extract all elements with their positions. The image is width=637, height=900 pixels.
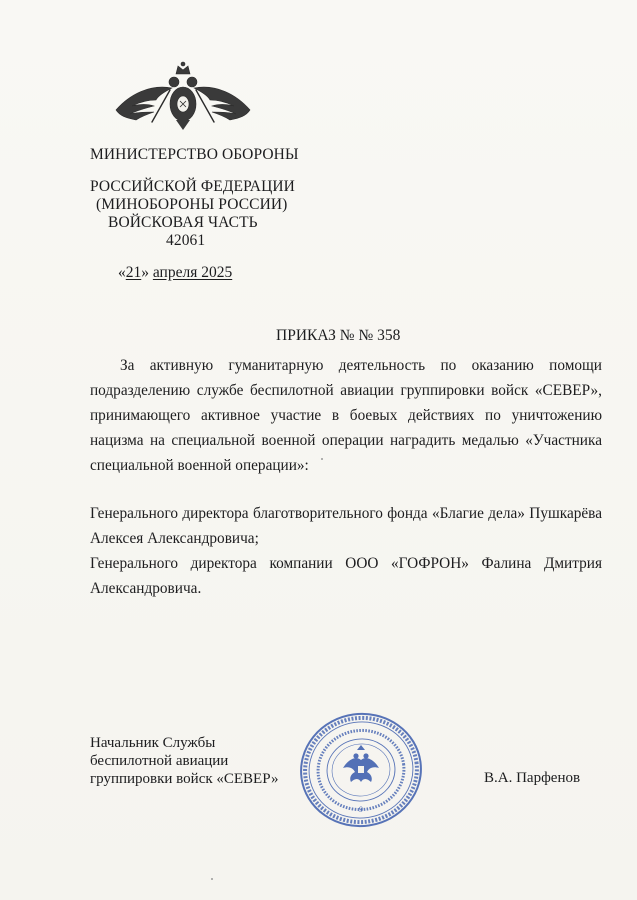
date-open-quote: « bbox=[118, 264, 126, 281]
scan-speck bbox=[211, 878, 213, 880]
header-unit-number: 42061 bbox=[166, 232, 206, 249]
svg-text:9: 9 bbox=[359, 805, 363, 814]
body-paragraph-3: Генерального директора компании ООО «ГОФРОН» Фалина Дмитрия Александровича. bbox=[90, 555, 602, 597]
signatory-name: В.А. Парфенов bbox=[484, 770, 581, 786]
double-headed-eagle-icon bbox=[112, 60, 254, 132]
signatory-position-line-1: Начальник Службы bbox=[90, 735, 216, 751]
scan-speck bbox=[321, 458, 323, 460]
body-paragraph-2: Генерального директора благотворительного фонда «Благие дела» Пушкарёва Алексея Александровича; bbox=[90, 505, 602, 547]
header-short-name: (МИНОБОРОНЫ РОССИИ) bbox=[96, 196, 288, 213]
document-date bbox=[118, 264, 232, 282]
date-day: 21 bbox=[125, 264, 142, 281]
official-round-stamp-icon bbox=[292, 706, 430, 834]
date-month-year: апреля 2025 bbox=[152, 264, 233, 281]
signatory-position bbox=[90, 734, 278, 788]
body-paragraph-1: За активную гуманитарную деятельность по оказанию помощи подразделению службе беспилотной авиации группировки войск «СЕВЕР», принимающего активное участие в боевых действиях по уничтожению нацизма на специальной военной операции наградить медалью «Участника специальной военной операции»: bbox=[90, 357, 602, 474]
header-ministry: МИНИСТЕРСТВО ОБОРОНЫ bbox=[90, 146, 299, 163]
signatory-position-line-2: беспилотной авиации bbox=[90, 753, 229, 769]
header-unit-label: ВОЙСКОВАЯ ЧАСТЬ bbox=[108, 214, 258, 231]
date-close-quote: » bbox=[141, 264, 149, 281]
order-title: ПРИКАЗ № № 358 bbox=[276, 327, 401, 344]
header-country: РОССИЙСКОЙ ФЕДЕРАЦИИ bbox=[90, 178, 295, 195]
signatory-position-line-3: группировки войск «СЕВЕР» bbox=[90, 771, 279, 787]
